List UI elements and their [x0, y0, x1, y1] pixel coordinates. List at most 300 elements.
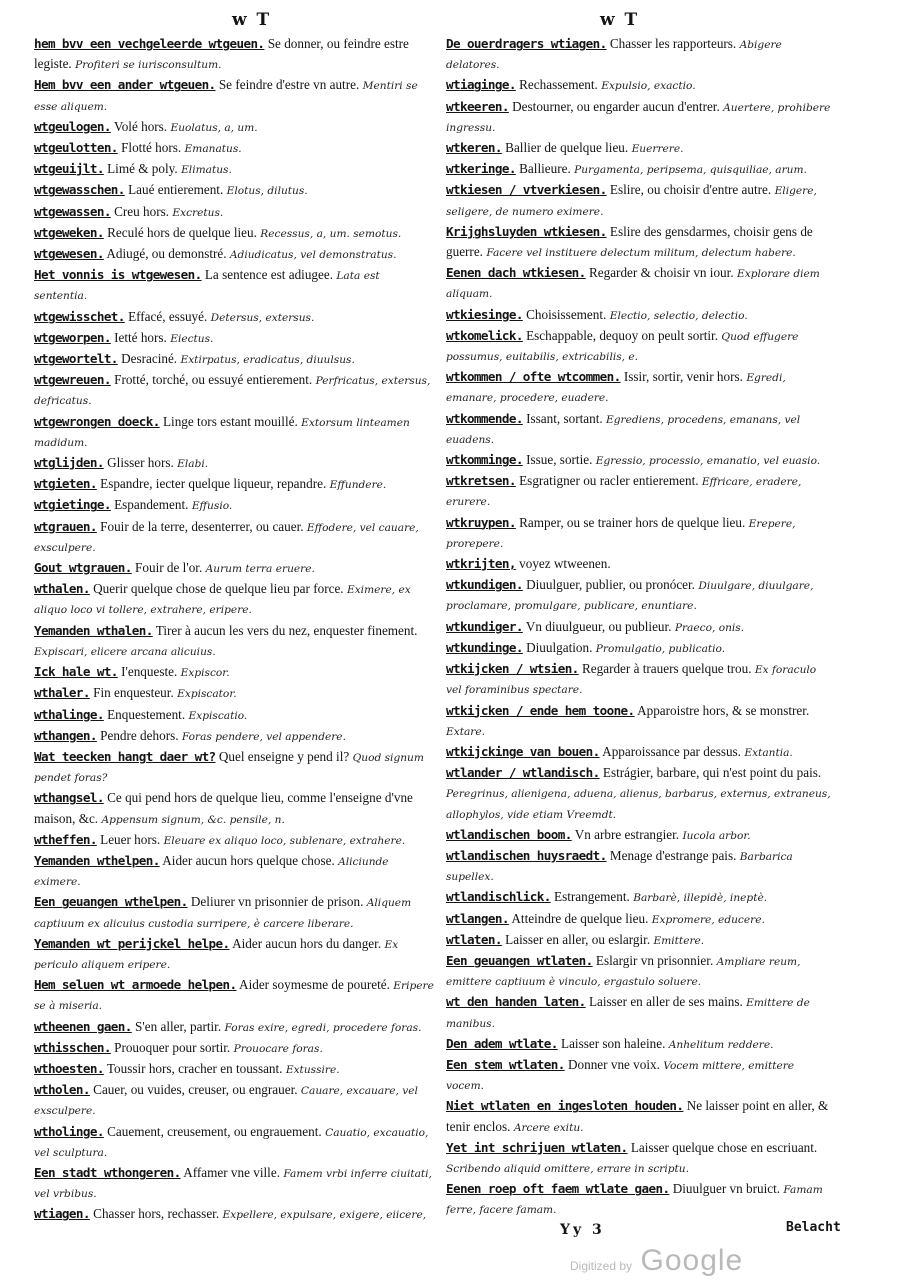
headword: wthisschen. — [34, 1039, 111, 1055]
headword: wtlandischen huysraedt. — [446, 847, 607, 863]
latin-gloss: Scribendo aliquid omittere, errare in scriptu. — [446, 1162, 689, 1175]
dictionary-entry — [446, 222, 832, 263]
dictionary-entry — [446, 575, 832, 616]
dictionary-entry — [446, 1096, 832, 1137]
french-gloss: Prouoquer pour sortir. — [110, 1039, 231, 1055]
headword: De ouerdragers wtiagen. — [446, 36, 607, 51]
french-gloss: Apparoistre hors, & se monstrer. — [634, 702, 810, 718]
latin-gloss: Emittere de manibus. — [446, 997, 810, 1030]
dictionary-entry — [446, 554, 832, 575]
headword: wtgewassen. — [34, 203, 111, 219]
latin-gloss: Recessus, a, um. semotus. — [256, 227, 402, 240]
headword: wtgeworpen. — [34, 329, 111, 345]
dictionary-entry — [446, 887, 832, 908]
headword: Gout wtgrauen. — [34, 560, 132, 576]
dictionary-entry — [446, 1138, 832, 1179]
headword: wtkijckinge van bouen. — [446, 743, 600, 759]
headword: wtholen. — [34, 1082, 90, 1098]
headword: wtglijden. — [34, 455, 104, 471]
latin-gloss: Quod signum pendet foras? — [34, 751, 424, 785]
latin-gloss: Ampliare reum, emittere captiuum è vinculo, ergastulo soluere. — [446, 955, 801, 989]
french-gloss: Toussir hors, cracher en toussant. — [103, 1060, 283, 1076]
headword: wtheffen. — [34, 831, 97, 847]
latin-gloss: Detersus, extersus. — [207, 311, 315, 324]
french-gloss: Flotté hors. — [117, 140, 182, 156]
dictionary-entry — [446, 34, 832, 75]
dictionary-entry — [446, 930, 832, 951]
headword — [446, 1223, 795, 1224]
french-gloss: Volé hors. — [110, 118, 168, 134]
latin-gloss: Mentiri se esse aliquem. — [34, 80, 418, 113]
latin-gloss: Foras pendere, vel appendere. — [178, 730, 346, 743]
dictionary-entry — [34, 662, 434, 683]
french-gloss: Limé & poly. — [103, 161, 178, 177]
dictionary-entry — [446, 471, 832, 512]
dictionary-entry — [34, 1122, 434, 1163]
headword: wtgietinge. — [34, 497, 111, 513]
french-gloss: Ballier de quelque lieu. — [501, 140, 629, 156]
headword: wtlangen. — [446, 910, 509, 926]
latin-gloss: Ex periculo aliquem eripere. — [34, 938, 399, 971]
headword: wthangsel. — [34, 790, 104, 806]
dictionary-entry — [446, 617, 832, 638]
dictionary-entry — [34, 495, 434, 516]
dictionary-entry — [34, 328, 434, 349]
latin-gloss: Anhelitum reddere. — [665, 1038, 774, 1051]
headword: wtkrijten, — [446, 556, 516, 572]
french-gloss: Esgratigner ou racler entierement. — [515, 473, 699, 489]
french-gloss: Laué entierement. — [124, 182, 224, 198]
dictionary-entry — [446, 75, 832, 96]
headword: wtkijcken / wtsien. — [446, 661, 579, 677]
dictionary-entry — [446, 409, 832, 450]
french-gloss: Affamer vne ville. — [180, 1164, 280, 1180]
headword: wtholinge. — [34, 1123, 104, 1139]
dictionary-entry — [34, 558, 434, 579]
dictionary-entry — [446, 97, 832, 138]
dictionary-entry — [34, 1163, 434, 1204]
headword: wt den handen laten. — [446, 994, 586, 1010]
french-gloss: Ballieure. — [515, 161, 571, 177]
french-gloss: Eslire des gensdarmes, choisir gens de guerre. — [446, 223, 813, 260]
latin-gloss: Barbarè, illepidè, ineptè. — [629, 892, 768, 905]
headword: wtkiesinge. — [446, 306, 523, 322]
french-gloss: Se donner, ou feindre estre legiste. — [34, 36, 409, 72]
dictionary-entry — [446, 1221, 832, 1224]
catchword: Belacht — [786, 1220, 841, 1235]
french-gloss: Laisser en aller de ses mains. — [585, 994, 743, 1010]
latin-gloss: Explorare diem aliquam. — [446, 268, 820, 301]
dictionary-entry — [34, 705, 434, 726]
french-gloss: Leuer hors. — [96, 831, 161, 847]
french-gloss: Apparoissance par dessus. — [599, 743, 741, 759]
headword: wtgeulogen. — [34, 118, 111, 134]
headword: wthalinge. — [34, 706, 104, 722]
latin-gloss: Abigere delatores. — [446, 39, 782, 72]
dictionary-entry — [446, 180, 832, 221]
headword: Wat teecken hangt daer wt? — [34, 748, 216, 764]
latin-gloss: Eligere, seligere, de numero eximere. — [446, 185, 817, 218]
latin-gloss: Profiteri se iurisconsultum. — [71, 59, 222, 72]
latin-gloss: Quod effugere possumus, euitabilis, extricabilis, e. — [446, 330, 799, 364]
headword: wthoesten. — [34, 1060, 104, 1076]
dictionary-entry — [34, 453, 434, 474]
french-gloss: Donner vne voix. — [564, 1056, 660, 1072]
latin-gloss: Foras exire, egredi, procedere foras. — [221, 1021, 422, 1034]
latin-gloss: Emittere. — [650, 934, 705, 947]
google-logo-text: Google — [640, 1244, 744, 1277]
headword: wtgrauen. — [34, 518, 97, 534]
latin-gloss: Egressio, processio, emanatio, vel euasio. — [592, 455, 821, 468]
french-gloss: Diuulgation. — [522, 639, 593, 655]
dictionary-entry — [34, 159, 434, 180]
headword: wtkijcken / ende hem toone. — [446, 702, 635, 718]
french-gloss: Regarder & choisir vn iour. — [585, 265, 734, 281]
headword: wtkundiger. — [446, 618, 523, 634]
french-gloss: Espandre, iecter quelque liqueur, repandre. — [96, 476, 327, 492]
french-gloss: Linge tors estant mouillé. — [159, 413, 298, 429]
french-gloss: Fouir de l'or. — [131, 560, 203, 576]
latin-gloss: Eiectus. — [166, 332, 214, 345]
latin-gloss: Effodere, vel cauare, exsculpere. — [34, 521, 419, 554]
dictionary-entry — [34, 975, 434, 1016]
headword: wtheenen gaen. — [34, 1018, 132, 1034]
headword: wtkeringe. — [446, 161, 516, 177]
latin-gloss: Perfricatus, extersus, defricatus. — [34, 375, 431, 408]
dictionary-entry — [446, 638, 832, 659]
french-gloss: Regarder à trauers quelque trou. — [578, 661, 752, 677]
dictionary-entry — [446, 1055, 832, 1096]
french-gloss: Choisissement. — [522, 306, 607, 322]
headword: wtgewasschen. — [34, 182, 125, 198]
latin-gloss: Egrediens, procedens, emanans, vel euadens. — [446, 413, 801, 446]
headword: wtgewisschet. — [34, 308, 125, 324]
french-gloss: Issir, sortir, venir hors. — [620, 369, 743, 385]
french-gloss: Destourner, ou engarder aucun d'entrer. — [508, 98, 720, 114]
french-gloss: Reculé hors de quelque lieu. — [103, 224, 257, 240]
dictionary-entry — [34, 75, 434, 116]
latin-gloss: Extare. — [446, 725, 485, 738]
headword: Den adem wtlate. — [446, 1035, 558, 1051]
headword: Een geuangen wthelpen. — [34, 894, 188, 910]
french-gloss: Laisser quelque chose en escriuant. — [627, 1139, 818, 1155]
dictionary-entry — [34, 307, 434, 328]
french-gloss: Deliurer vn prisonnier de prison. — [187, 894, 364, 910]
french-gloss: Fouir de la terre, desenterrer, ou cauer. — [96, 518, 304, 534]
headword: Het vonnis is wtgewesen. — [34, 267, 202, 283]
french-gloss: Fin enquesteur. — [89, 685, 174, 701]
latin-gloss: Famem vrbi inferre ciuitati, vel vrbibus. — [34, 1167, 432, 1201]
dictionary-entry — [446, 1034, 832, 1055]
headword: wtlaten. — [446, 931, 502, 947]
dictionary-entry — [34, 788, 434, 829]
headword: wtgeuijlt. — [34, 161, 104, 177]
dictionary-entry — [34, 412, 434, 453]
french-gloss: Issant, sortant. — [522, 410, 603, 426]
headword: wtkretsen. — [446, 473, 516, 489]
dictionary-entry — [34, 117, 434, 138]
dictionary-entry — [446, 701, 832, 742]
latin-gloss: Extussire. — [282, 1063, 340, 1076]
headword: Eenen roep oft faem wtlate gaen. — [446, 1181, 670, 1197]
latin-gloss: Extantia. — [740, 746, 793, 759]
headword: wtkommende. — [446, 410, 523, 426]
french-gloss: Chasser hors, rechasser. — [89, 1206, 220, 1222]
french-gloss: Laisser son haleine. — [557, 1035, 666, 1051]
latin-gloss: Iucola arbor. — [679, 829, 751, 842]
headword: Een stadt wthongeren. — [34, 1164, 181, 1180]
headword: wthaler. — [34, 685, 90, 701]
dictionary-entry — [34, 579, 434, 620]
dictionary-entry — [34, 265, 434, 306]
running-head-left: w T — [232, 10, 272, 30]
dictionary-entry — [446, 825, 832, 846]
headword: wtgeweken. — [34, 224, 104, 240]
french-gloss: Quel enseigne y pend il? — [215, 748, 350, 764]
french-gloss: La sentence est adiugee. — [201, 267, 334, 283]
latin-gloss: Eximere, ex aliquo loco vi tollere, extrahere, eripere. — [34, 584, 411, 617]
headword: wtgewrongen doeck. — [34, 413, 160, 429]
french-gloss: Se feindre d'estre vn autre. — [215, 77, 360, 93]
headword: Yemanden wthelpen. — [34, 852, 160, 868]
latin-gloss: Euerrere. — [628, 143, 684, 156]
latin-gloss: Expiscatio. — [185, 709, 248, 722]
latin-gloss: Eleuare ex aliquo loco, sublenare, extrahere. — [160, 834, 406, 847]
latin-gloss: Expellere, expulsare, exigere, eiicere, — [222, 1209, 427, 1222]
french-gloss: Cauer, ou vuides, creuser, ou engrauer. — [89, 1082, 298, 1098]
latin-gloss: Prouocare foras. — [230, 1042, 323, 1055]
latin-gloss: Expulsio, exactio. — [597, 80, 696, 93]
french-gloss: Diuulguer, publier, ou pronócer. — [522, 577, 695, 593]
dictionary-entry — [34, 851, 434, 892]
dictionary-entry — [34, 1204, 434, 1224]
headword: Een stem wtlaten. — [446, 1056, 565, 1072]
headword: wtgewreuen. — [34, 372, 111, 388]
headword: wtkomminge. — [446, 452, 523, 468]
headword: wthangen. — [34, 727, 97, 743]
latin-gloss: Famam ferre, facere famam. — [446, 1184, 823, 1217]
french-gloss: Desraciné. — [117, 351, 178, 367]
latin-gloss: Effricare, eradere, erurere. — [446, 476, 802, 509]
headword: wthalen. — [34, 581, 90, 597]
dictionary-entry — [446, 450, 832, 471]
headword: Yet int schrijuen wtlaten. — [446, 1139, 628, 1155]
dictionary-entry — [446, 659, 832, 700]
dictionary-entry — [446, 846, 832, 887]
headword: wtkeeren. — [446, 98, 509, 114]
french-gloss: Estrágier, barbare, qui n'est point du pais. — [599, 765, 822, 781]
french-gloss: Aider aucun hors quelque chose. — [159, 852, 335, 868]
headword: wtkeren. — [446, 140, 502, 156]
headword: wtiaginge. — [446, 77, 516, 93]
right-column — [446, 34, 832, 1224]
french-gloss: Estrangement. — [550, 889, 630, 905]
french-gloss: Vn diuulgueur, ou publieur. — [522, 618, 672, 634]
dictionary-entry — [34, 621, 434, 662]
dictionary-entry — [34, 683, 434, 704]
headword: Hem bvv een ander wtgeuen. — [34, 77, 216, 93]
headword: Yemanden wt perijckel helpe. — [34, 935, 230, 951]
latin-gloss: Erepere, prorepere. — [446, 517, 796, 550]
french-gloss: Adiugé, ou demonstré. — [103, 246, 227, 262]
french-gloss: Ietté hors. — [110, 329, 167, 345]
dictionary-entry — [446, 513, 832, 554]
dictionary-entry — [446, 326, 832, 367]
french-gloss: Cauement, creusement, ou engrauement. — [103, 1123, 322, 1139]
running-head-right: w T — [600, 10, 640, 30]
dictionary-entry — [446, 367, 832, 408]
french-gloss: Vn arbre estrangier. — [571, 826, 680, 842]
headword: wtkundinge. — [446, 639, 523, 655]
headword: Een geuangen wtlaten. — [446, 952, 593, 968]
headword: Hem seluen wt armoede helpen. — [34, 977, 237, 993]
dictionary-entry — [34, 726, 434, 747]
french-gloss: Glisser hors. — [103, 455, 174, 471]
french-gloss: Eslire, ou choisir d'entre autre. — [606, 182, 772, 198]
dictionary-entry — [34, 370, 434, 411]
headword: wtgieten. — [34, 476, 97, 492]
dictionary-entry — [34, 349, 434, 370]
headword: Ick hale wt. — [34, 664, 118, 680]
headword: Eenen dach wtkiesen. — [446, 265, 586, 281]
latin-gloss: Appensum signum, &c. pensile, n. — [98, 813, 285, 826]
dictionary-entry — [446, 742, 832, 763]
dictionary-entry — [446, 1179, 832, 1220]
headword: Niet wtlaten en ingesloten houden. — [446, 1098, 684, 1114]
french-gloss: Laisser en aller, ou eslargir. — [501, 931, 651, 947]
french-gloss: Atteindre de quelque lieu. — [508, 910, 649, 926]
french-gloss: Ramper, ou se trainer hors de quelque lieu. — [515, 514, 746, 530]
latin-gloss: Cauare, excauare, vel exsculpere. — [34, 1085, 418, 1118]
dictionary-entry — [34, 934, 434, 975]
french-gloss: voyez wtweenen. — [515, 556, 611, 572]
latin-gloss: Expiscor. — [177, 667, 230, 680]
headword: wtiagen. — [34, 1206, 90, 1222]
dictionary-entry — [34, 1038, 434, 1059]
latin-gloss: Arcere exitu. — [510, 1121, 584, 1134]
dictionary-entry — [34, 244, 434, 265]
french-gloss: Creu hors. — [110, 203, 170, 219]
latin-gloss: Eripere se à miseria. — [34, 980, 434, 1013]
latin-gloss: Effundere. — [326, 479, 387, 492]
dictionary-entry — [34, 892, 434, 933]
headword: wtgewortelt. — [34, 351, 118, 367]
french-gloss: Menage d'estrange pais. — [606, 847, 737, 863]
latin-gloss: Vocem mittere, emittere vocem. — [446, 1059, 795, 1093]
dictionary-entry — [446, 909, 832, 930]
dictionary-entry — [34, 474, 434, 495]
signature-mark: Yy 3 — [560, 1222, 605, 1238]
latin-gloss: Promulgatio, publicatio. — [592, 642, 726, 655]
latin-gloss: Ex foraculo vel foraminibus spectare. — [446, 664, 817, 697]
latin-gloss: Aurum terra eruere. — [202, 563, 315, 576]
dictionary-entry — [34, 34, 434, 75]
french-gloss: Chasser les rapporteurs. — [606, 36, 737, 51]
digitized-watermark — [570, 1244, 743, 1278]
dictionary-entry — [446, 951, 832, 992]
latin-gloss: Emanatus. — [181, 143, 242, 156]
dictionary-entry — [34, 1017, 434, 1038]
french-gloss: Pendre dehors. — [96, 727, 179, 743]
latin-gloss: Electio, selectio, delectio. — [606, 309, 748, 322]
french-gloss: Diuulguer vn bruict. — [669, 1181, 781, 1197]
french-gloss: Issue, sortie. — [522, 452, 593, 468]
headword: wtlandischlick. — [446, 889, 551, 905]
headword: wtkiesen / vtverkiesen. — [446, 182, 607, 198]
latin-gloss: Expromere, educere. — [648, 913, 765, 926]
latin-gloss: Effusio. — [188, 500, 233, 513]
dictionary-entry — [446, 305, 832, 326]
french-gloss: Effacé, essuyé. — [124, 308, 208, 324]
latin-gloss: Cauatio, excauatio, vel sculptura. — [34, 1126, 429, 1159]
french-gloss: Eslargir vn prisonnier. — [592, 952, 714, 968]
dictionary-entry — [446, 263, 832, 304]
latin-gloss: Praeco, onis. — [671, 621, 745, 634]
latin-gloss: Expiscari, elicere arcana alicuius. — [34, 645, 216, 658]
dictionary-entry — [34, 223, 434, 244]
latin-gloss: Diuulgare, diuulgare, proclamare, promulgare, publicare, enuntiare. — [446, 580, 814, 613]
latin-gloss: Egredi, emanare, procedere, euadere. — [446, 372, 786, 405]
dictionary-entry — [34, 830, 434, 851]
dictionary-entry — [34, 747, 434, 788]
latin-gloss: Elimatus. — [177, 164, 232, 177]
french-gloss: Eschappable, dequoy on peult sortir. — [522, 327, 719, 343]
headword: Krijghsluyden wtkiesen. — [446, 223, 607, 239]
french-gloss: Ne laisser point en aller, & tenir enclos. — [446, 1098, 829, 1134]
headword: wtkruypen. — [446, 514, 516, 530]
latin-gloss: Elotus, dilutus. — [223, 185, 308, 198]
latin-gloss: Auertere, prohibere ingressu. — [446, 101, 831, 134]
latin-gloss: Elabi. — [173, 458, 209, 471]
french-gloss: Ce qui pend hors de quelque lieu, comme l'enseigne d'vne maison, &c. — [34, 790, 413, 826]
latin-gloss: Extorsum linteamen madidum. — [34, 416, 410, 449]
french-gloss: I'enqueste. — [117, 664, 178, 680]
left-column — [34, 34, 434, 1224]
headword: hem bvv een vechgeleerde wtgeuen. — [34, 36, 265, 51]
french-gloss: Enquestement. — [103, 706, 186, 722]
dictionary-entry — [446, 992, 832, 1033]
latin-gloss: Excretus. — [169, 206, 224, 219]
headword: wtkommen / ofte wtcommen. — [446, 369, 621, 385]
latin-gloss: Euolatus, a, um. — [167, 121, 258, 134]
latin-gloss: Adiudicatus, vel demonstratus. — [226, 249, 397, 262]
french-gloss: Frotté, torché, ou essuyé entierement. — [110, 372, 313, 388]
dictionary-entry — [446, 138, 832, 159]
french-gloss: Aider aucun hors du danger. — [229, 935, 382, 951]
latin-gloss: Extirpatus, eradicatus, diuulsus. — [177, 354, 355, 367]
dictionary-entry — [34, 138, 434, 159]
latin-gloss: Lata est sententia. — [34, 270, 380, 303]
latin-gloss: Peregrinus, alienigena, aduena, alienus, barbarus, externus, extraneus, allophylos, vide etiam Vreemdt. — [446, 788, 831, 821]
french-gloss: Tirer à aucun les vers du nez, enquester finement. — [152, 622, 418, 638]
dictionary-entry — [34, 1080, 434, 1121]
latin-gloss: Aliciunde eximere. — [34, 855, 389, 889]
headword: wtgewesen. — [34, 246, 104, 262]
latin-gloss: Expiscator. — [173, 688, 237, 701]
headword: wtkomelick. — [446, 327, 523, 343]
dictionary-entry — [34, 517, 434, 558]
watermark-prefix: Digitized by — [570, 1259, 633, 1273]
headword: wtgeulotten. — [34, 140, 118, 156]
headword: Yemanden wthalen. — [34, 622, 153, 638]
french-gloss: Querir quelque chose de quelque lieu par force. — [89, 581, 344, 597]
headword: wtlandischen boom. — [446, 826, 572, 842]
latin-gloss: Barbarica supellex. — [446, 850, 793, 884]
latin-gloss: Aliquem captiuum ex alicuius custodia surripere, è carcere liberare. — [34, 897, 412, 930]
latin-gloss: Purgamenta, peripsema, quisquiliae, arum. — [570, 164, 807, 177]
headword: wtkundigen. — [446, 577, 523, 593]
french-gloss: Aider soymesme de poureté. — [236, 977, 390, 993]
